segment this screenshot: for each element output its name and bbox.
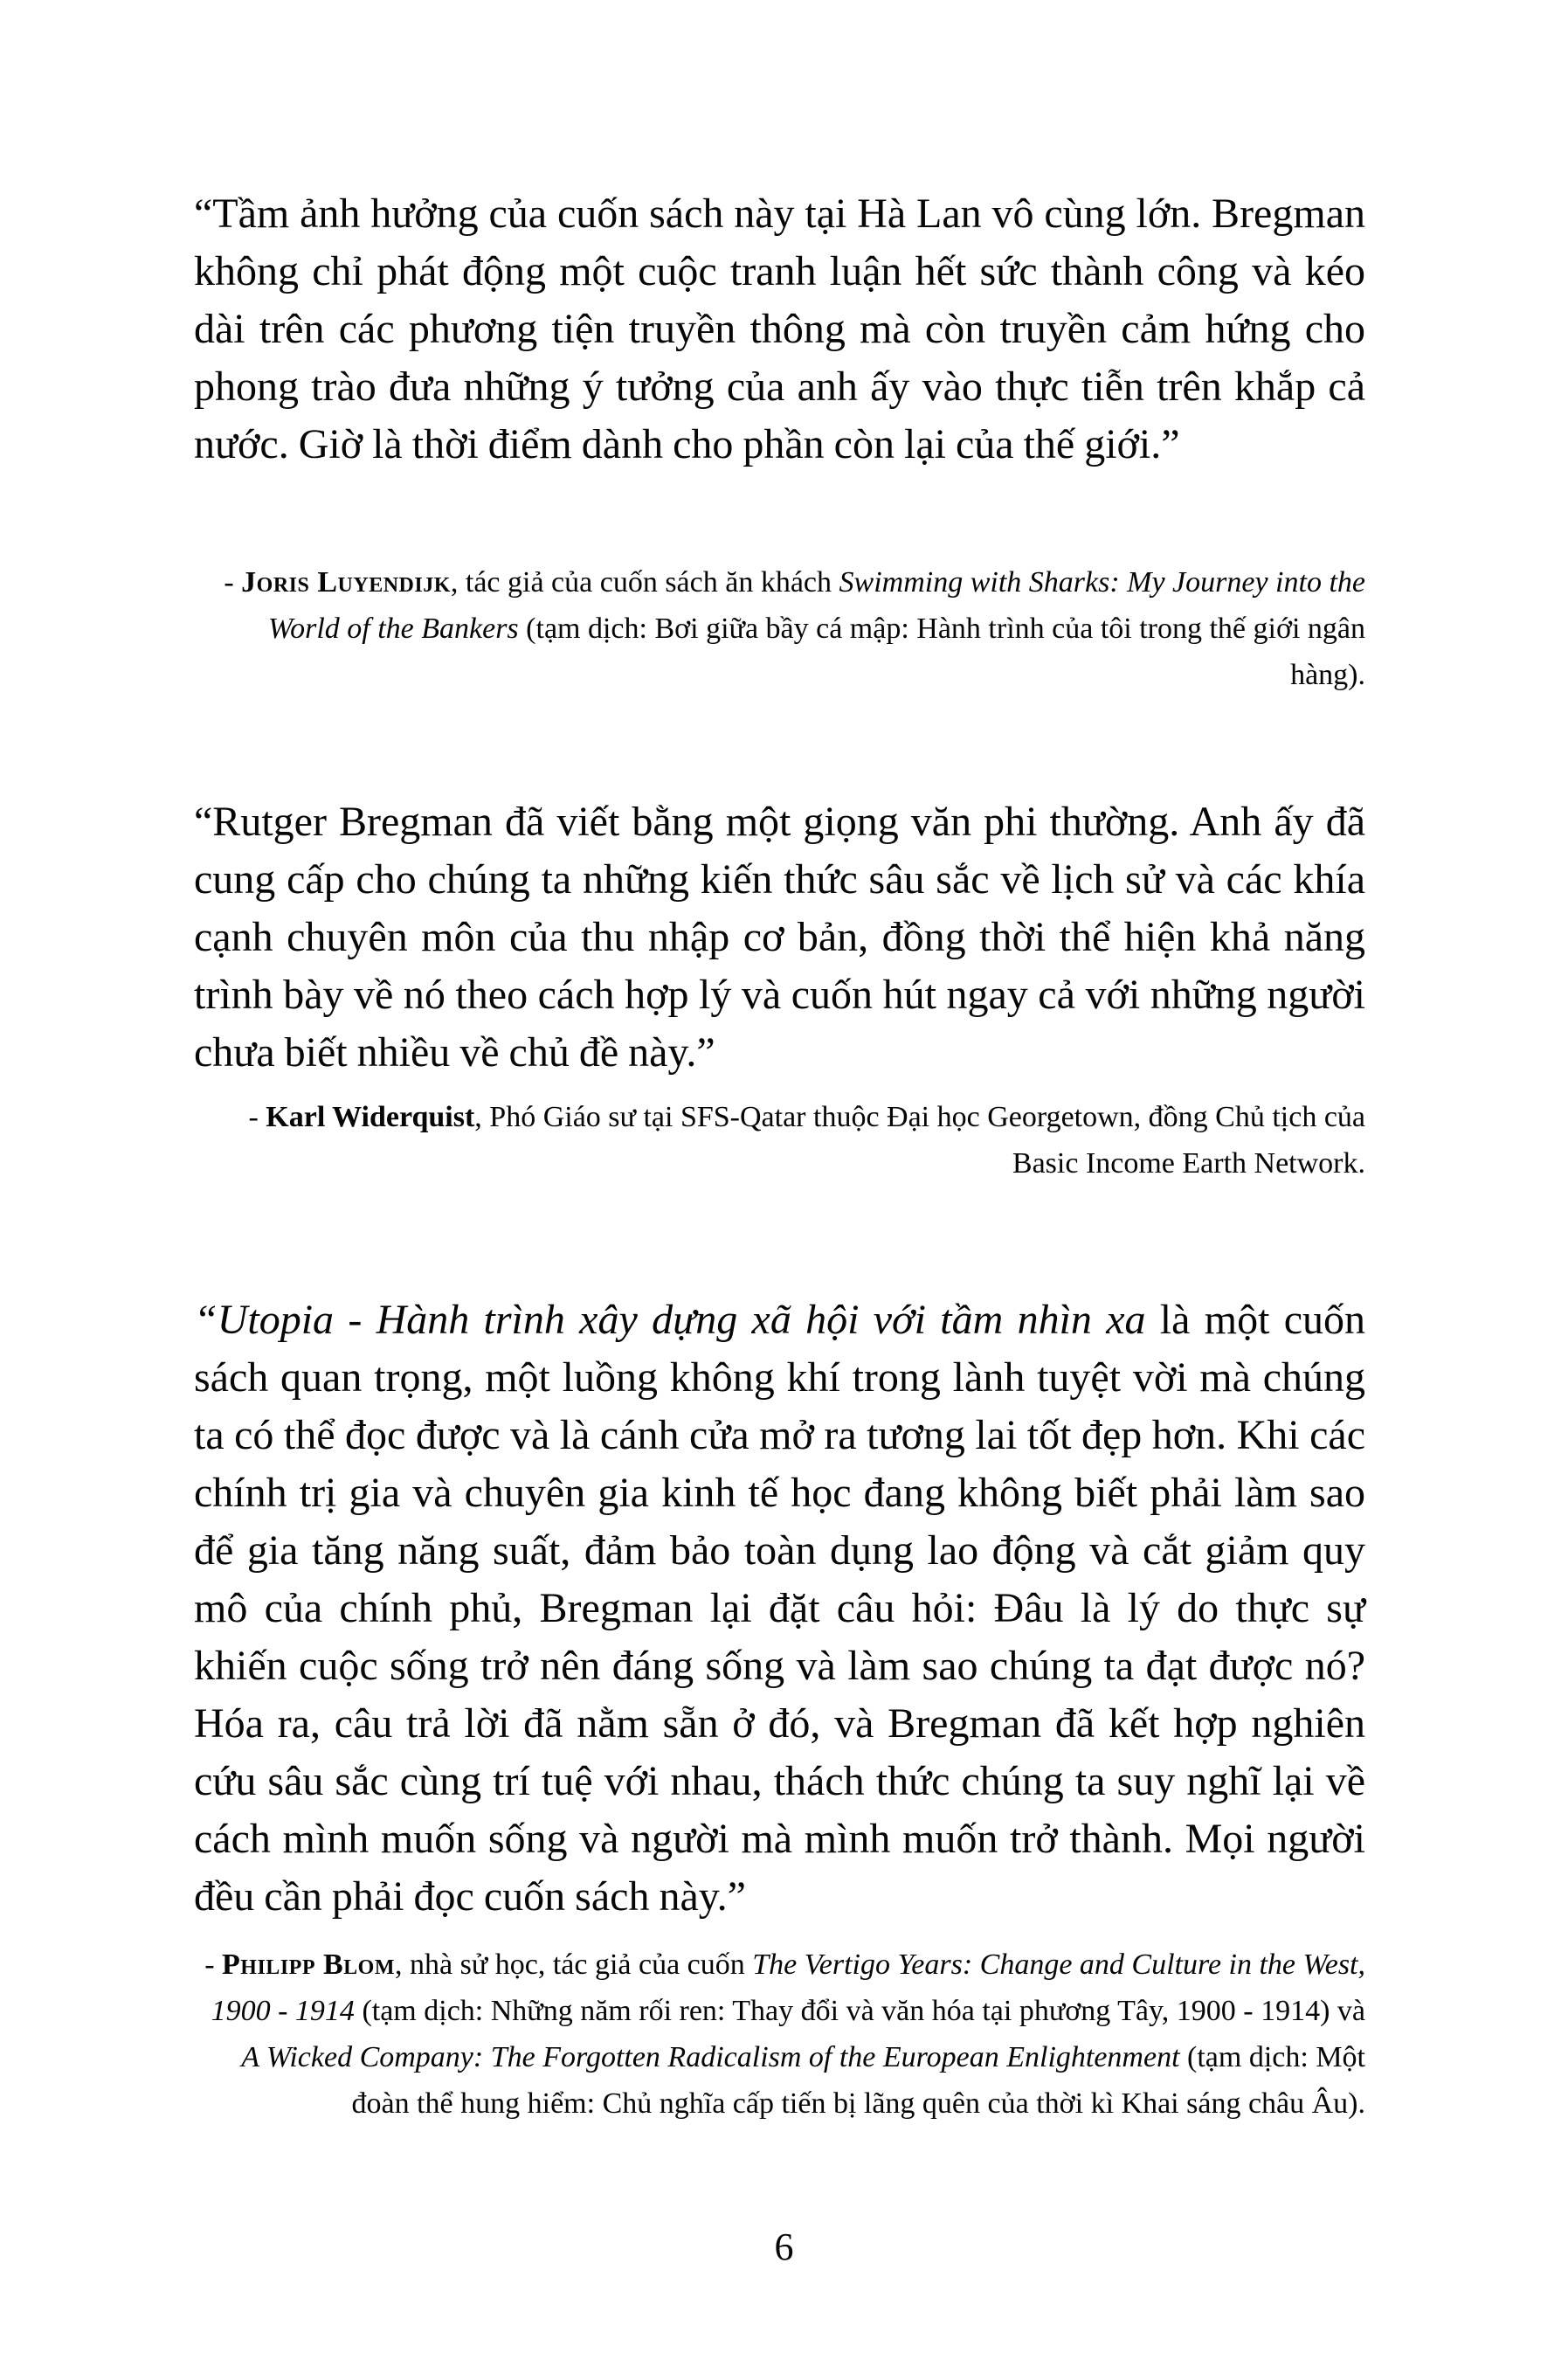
quote-widerquist-text: “Rutger Bregman đã viết bằng một giọng văn phi thường. Anh ấy đã cung cấp cho chúng ta những kiến thức sâu sắc về lịch sử và các khía cạnh chuyên môn của thu nhập cơ bản, đồng thời thể hiện khả năng trình bày về nó theo cách hợp lý và cuốn hút ngay cả với những người chưa biết nhiều về chủ đề này.” bbox=[194, 799, 1365, 1076]
attribution-text: (tạm dịch: Những năm rối ren: Thay đổi và văn hóa tại phương Tây, 1900 - 1914) và bbox=[354, 1995, 1365, 2027]
book-title-utopia: “Utopia - Hành trình xây dựng xã hội với tầm nhìn xa bbox=[194, 1297, 1146, 1343]
attribution-luyendijk bbox=[194, 559, 1365, 698]
quote-blom-text bbox=[194, 1291, 1365, 1926]
attribution-text: (tạm dịch: Bơi giữa bầy cá mập: Hành trình của tôi trong thế giới ngân hàng). bbox=[518, 613, 1365, 691]
attribution-dash: - bbox=[248, 1101, 266, 1133]
author-name-widerquist: Karl Widerquist bbox=[266, 1101, 475, 1133]
quote-text: là một cuốn sách quan trọng, một luồng không khí trong lành tuyệt vời mà chúng ta có thể đọc được và là cánh cửa mở ra tương lai tốt đẹp hơn. Khi các chính trị gia và chuyên gia kinh tế học đang không biết phải làm sao để gia tăng năng suất, đảm bảo toàn dụng lao động và cắt giảm quy mô của chính phủ, Bregman lại đặt câu hỏi: Đâu là lý do thực sự khiến cuộc sống trở nên đáng sống và làm sao chúng ta đạt được nó? Hóa ra, câu trả lời đã nằm sẵn ở đó, và Bregman đã kết hợp nghiên cứu sâu sắc cùng trí tuệ với nhau, thách thức chúng ta suy nghĩ lại về cách mình muốn sống và người mà mình muốn trở thành. Mọi người đều cần phải đọc cuốn sách này.” bbox=[194, 1297, 1365, 1920]
author-name-luyendijk: Joris Luyendijk bbox=[241, 566, 451, 599]
attribution-text: , nhà sử học, tác giả của cuốn bbox=[394, 1948, 753, 1981]
attribution-dash: - bbox=[224, 566, 242, 599]
attribution-text: (tạm dịch: Một đoàn thể hung hiểm: Chủ nghĩa cấp tiến bị lãng quên của thời kì Khai sáng châu Âu). bbox=[351, 2041, 1365, 2120]
quote-luyendijk-text: “Tầm ảnh hưởng của cuốn sách này tại Hà Lan vô cùng lớn. Bregman không chỉ phát động một cuộc tranh luận hết sức thành công và kéo dài trên các phương tiện truyền thông mà còn truyền cảm hứng cho phong trào đưa những ý tưởng của anh ấy vào thực tiễn trên khắp cả nước. Giờ là thời điểm dành cho phần còn lại của thế giới.” bbox=[194, 190, 1365, 467]
attribution-text: , Phó Giáo sư tại SFS-Qatar thuộc Đại học Georgetown, đồng Chủ tịch của Basic Income Earth Network. bbox=[474, 1101, 1365, 1180]
book-title-wicked-company: A Wicked Company: The Forgotten Radicalism of the European Enlightenment bbox=[241, 2041, 1180, 2073]
attribution-text: , tác giả của cuốn sách ăn khách bbox=[450, 566, 839, 599]
author-name-blom: Philipp Blom bbox=[222, 1948, 395, 1981]
book-title-swimming-with-sharks: Swimming with Sharks: My Journey into the World of the Bankers bbox=[267, 566, 1365, 645]
book-title-vertigo-years: The Vertigo Years: Change and Culture in the West, 1900 - 1914 bbox=[211, 1948, 1365, 2027]
attribution-blom bbox=[194, 1941, 1365, 2127]
attribution-dash: - bbox=[204, 1948, 223, 1981]
page-number: 6 bbox=[774, 2225, 794, 2268]
attribution-widerquist bbox=[194, 1094, 1365, 1187]
